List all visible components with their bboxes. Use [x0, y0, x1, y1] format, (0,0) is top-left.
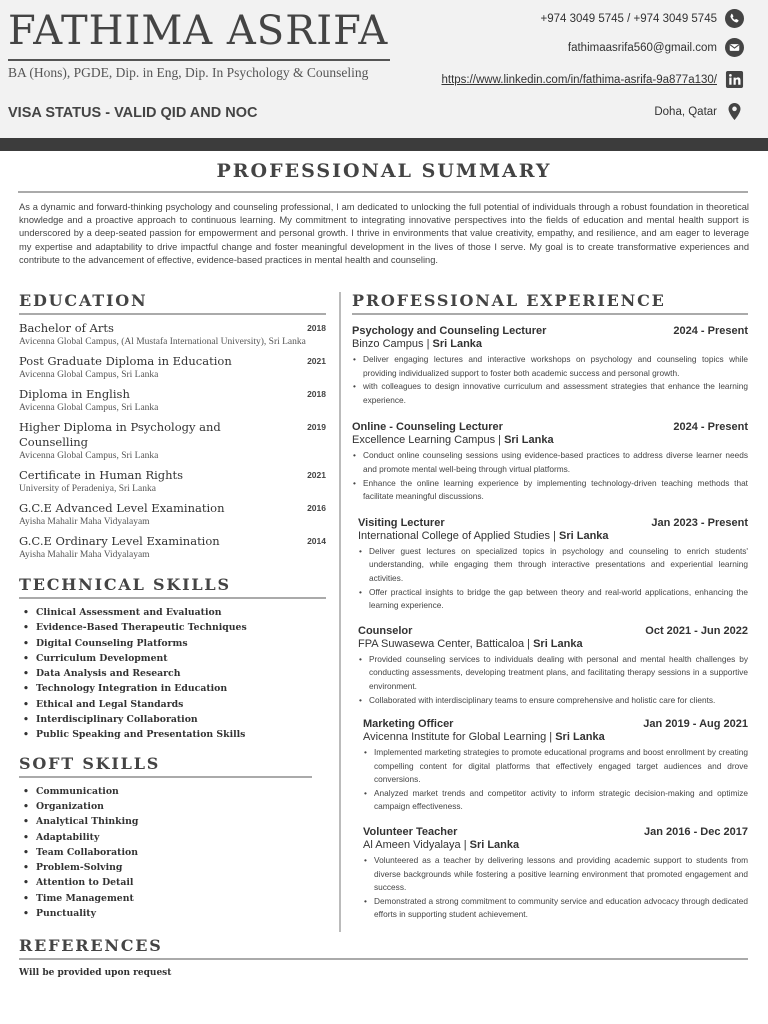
job-org-name: Al Ameen Vidyalaya |: [363, 839, 470, 852]
column-divider: [339, 292, 341, 932]
education-year: 2019: [307, 422, 326, 432]
soft-skill-item: • Analytical Thinking: [19, 814, 326, 829]
soft-skills-list: [19, 784, 326, 922]
technical-skill-item: • Interdisciplinary Collaboration: [19, 712, 326, 727]
soft-skill-item: • Team Collaboration: [19, 845, 326, 860]
experience-entry: [352, 826, 748, 922]
summary-title: PROFESSIONAL SUMMARY: [216, 160, 552, 182]
linkedin-icon: [725, 70, 744, 89]
technical-skill-item: • Clinical Assessment and Evaluation: [19, 605, 326, 620]
job-dates: Jan 2023 - Present: [651, 516, 748, 529]
soft-skill-item: • Communication: [19, 784, 326, 799]
education-degree: Bachelor of Arts: [19, 321, 114, 335]
job-bullet: • Collaborated with interdisciplinary teams to ensure comprehensive and holistic care for clients.: [358, 694, 748, 708]
education-item: [19, 468, 326, 495]
degrees-line: BA (Hons), PGDE, Dip. in Eng, Dip. In Psychology & Counseling: [8, 65, 369, 80]
job-organization: [363, 730, 748, 745]
education-school: Avicenna Global Campus, (Al Mustafa International University), Sri Lanka: [19, 337, 306, 347]
experience-header: [363, 718, 748, 730]
education-school: Avicenna Global Campus, Sri Lanka: [19, 451, 159, 461]
job-bullet: • Enhance the online learning experience by implementing technology-driven teaching methods that facilitate meaningful discussions.: [352, 477, 748, 504]
technical-skill-item: • Technology Integration in Education: [19, 681, 326, 696]
soft-skill-item: • Time Management: [19, 891, 326, 906]
job-dates: 2024 - Present: [673, 421, 748, 434]
job-country: Sri Lanka: [555, 731, 605, 744]
technical-skills-rule: [19, 597, 326, 599]
education-item: [19, 354, 326, 381]
job-bullet: • with colleagues to design innovative curriculum and assessment strategies that enhance the learning experience.: [352, 380, 748, 407]
summary-rule: [18, 191, 748, 193]
job-bullet: • Conduct online counseling sessions using evidence-based practices to address diverse learner needs and promote mental well-being through virtual platforms.: [352, 449, 748, 476]
references-title: REFERENCES: [19, 936, 163, 955]
technical-skills-list: [19, 605, 326, 743]
technical-skill-item: • Data Analysis and Research: [19, 666, 326, 681]
experience-header: [358, 625, 748, 637]
education-item: [19, 321, 326, 348]
job-bullets: [358, 545, 748, 613]
job-bullet: • Deliver engaging lectures and interactive workshops on psychology and counseling topics while providing individualized support to foster both academic success and personal growth.: [352, 353, 748, 380]
education-item: [19, 387, 326, 414]
job-role: Psychology and Counseling Lecturer: [352, 325, 547, 337]
summary-text: As a dynamic and forward-thinking psychology and counseling professional, I am dedicated to unlocking the full potential of individuals through a robust foundation in theoretical knowledge and a proactive approach to continuous learning. My commitment to integrating innovative perspectives into the fields of education and mental health support is underscored by a deep-seated passion for empowerment and personal growth. I thrive in environments that value creativity, empathy, and resilience, and am eager to leverage my expertise and adaptability to drive impactful change and foster meaningful development in the lives of those I serve. My goal is to create transformative experiences and contribute to the advancement of effective, evidence-based practices in mental health and counseling.: [19, 202, 749, 265]
experience-entry: [352, 517, 748, 613]
soft-skill-item: • Attention to Detail: [19, 875, 326, 890]
experience-entry: [352, 421, 748, 503]
contact-linkedin: [441, 70, 744, 89]
education-school: Ayisha Mahalir Maha Vidyalayam: [19, 517, 150, 527]
linkedin-link[interactable]: https://www.linkedin.com/in/fathima-asrifa-9a877a130/: [441, 73, 717, 86]
soft-skill-item: • Adaptability: [19, 830, 326, 845]
education-year: 2018: [307, 389, 326, 399]
education-degree: Certificate in Human Rights: [19, 468, 184, 482]
email-text[interactable]: fathimaasrifa560@gmail.com: [567, 41, 717, 54]
job-org-name: Avicenna Institute for Global Learning |: [363, 731, 556, 744]
job-org-name: FPA Suwasewa Center, Batticaloa |: [358, 637, 534, 650]
contact-phone: [540, 9, 744, 28]
job-role: Marketing Officer: [363, 718, 454, 731]
education-title: EDUCATION: [19, 291, 148, 310]
technical-skill-item: • Curriculum Development: [19, 651, 326, 666]
location-text: Doha, Qatar: [654, 105, 717, 118]
job-role: Volunteer Teacher: [363, 826, 458, 839]
job-bullet: • Analyzed market trends and competitor activity to inform strategic decision-making and optimize campaign effectiveness.: [363, 787, 748, 814]
education-item: [19, 501, 326, 528]
education-school: Avicenna Global Campus, Sri Lanka: [19, 370, 159, 380]
phone-icon: [725, 9, 744, 28]
experience-header: [363, 826, 748, 838]
job-country: Sri Lanka: [432, 338, 483, 350]
job-dates: Jan 2019 - Aug 2021: [643, 718, 748, 731]
job-role: Online - Counseling Lecturer: [352, 421, 503, 434]
technical-skill-item: • Evidence-Based Therapeutic Techniques: [19, 620, 326, 635]
experience-header: [352, 421, 748, 433]
job-dates: Jan 2016 - Dec 2017: [644, 826, 748, 839]
technical-skill-item: • Public Speaking and Presentation Skills: [19, 727, 326, 742]
job-org-name: International College of Applied Studies |: [358, 529, 559, 542]
job-organization: [358, 637, 748, 652]
header-divider-band: [0, 138, 768, 151]
resume-header: [0, 0, 768, 138]
education-year: 2021: [307, 470, 326, 480]
job-bullet: • Provided counseling services to individuals dealing with personal and mental health challenges by conducting assessments, developing treatment plans, and facilitating therapy sessions in a supportive environment.: [358, 653, 748, 694]
education-rule: [19, 313, 326, 315]
soft-skill-item: • Problem-Solving: [19, 860, 326, 875]
location-pin-icon: [725, 102, 744, 121]
experience-entry: [352, 325, 748, 407]
education-year: 2018: [307, 323, 326, 333]
education-item: [19, 534, 326, 561]
education-year: 2021: [307, 356, 326, 366]
experience-list: [352, 325, 748, 922]
job-bullets: [363, 854, 748, 922]
job-dates: 2024 - Present: [673, 325, 748, 337]
job-org-name: Binzo Campus |: [352, 338, 433, 350]
job-role: Visiting Lecturer: [358, 516, 445, 529]
contact-location: [654, 102, 744, 121]
email-icon: [725, 38, 744, 57]
experience-entry: [352, 718, 748, 814]
soft-skill-item: • Punctuality: [19, 906, 326, 921]
education-list: [19, 321, 326, 561]
education-school: University of Peradeniya, Sri Lanka: [19, 484, 156, 494]
job-bullets: [358, 653, 748, 707]
job-bullets: [352, 449, 748, 503]
references-rule: [19, 958, 748, 960]
job-org-name: Excellence Learning Campus |: [352, 434, 505, 447]
right-column: [352, 291, 748, 922]
job-bullets: [352, 353, 748, 407]
job-country: Sri Lanka: [533, 637, 583, 650]
technical-skill-item: • Ethical and Legal Standards: [19, 697, 326, 712]
job-bullet: • Implemented marketing strategies to promote educational programs and boost enrollment by creating compelling content for digital platforms that effectively engaged target audiences and drove conversions.: [363, 746, 748, 787]
job-country: Sri Lanka: [469, 839, 520, 852]
phone-text: +974 3049 5745 / +974 3049 5745: [540, 12, 717, 25]
soft-skill-item: • Organization: [19, 799, 326, 814]
education-school: Avicenna Global Campus, Sri Lanka: [19, 403, 159, 413]
job-dates: Oct 2021 - Jun 2022: [645, 624, 748, 637]
experience-header: [358, 517, 748, 529]
job-organization: [352, 337, 748, 352]
education-degree: G.C.E Advanced Level Examination: [19, 501, 225, 515]
visa-status: VISA STATUS - VALID QID AND NOC: [8, 105, 258, 121]
education-degree: Diploma in English: [19, 387, 130, 401]
job-organization: [358, 529, 748, 544]
experience-entry: [352, 625, 748, 707]
contact-email: [568, 38, 744, 57]
education-school: Ayisha Mahalir Maha Vidyalayam: [19, 550, 150, 560]
job-country: Sri Lanka: [559, 529, 609, 542]
job-role: Counselor: [358, 624, 413, 637]
education-degree: Post Graduate Diploma in Education: [19, 354, 232, 368]
candidate-name: FATHIMA ASRIFA: [8, 8, 389, 54]
job-bullet: • Demonstrated a strong commitment to community service and education advocacy through dedicated efforts in supporting student achievement.: [363, 895, 748, 922]
job-bullet: • Deliver guest lectures on specialized topics in psychology and counseling to enrich students' understanding, while engaging them through interactive presentations and experiential learning activities.: [358, 545, 748, 586]
technical-skills-title: TECHNICAL SKILLS: [19, 575, 231, 594]
references-text: Will be provided upon request: [19, 968, 172, 978]
job-country: Sri Lanka: [504, 434, 554, 447]
job-bullet: • Volunteered as a teacher by delivering lessons and providing academic support to students from diverse backgrounds while fostering a positive learning environment that promoted engagement and success.: [363, 854, 748, 895]
education-year: 2016: [307, 503, 326, 513]
experience-title: PROFESSIONAL EXPERIENCE: [352, 291, 666, 310]
job-organization: [352, 433, 748, 448]
technical-skill-item: • Digital Counseling Platforms: [19, 636, 326, 651]
job-organization: [363, 838, 748, 853]
experience-rule: [352, 313, 748, 315]
education-degree: Higher Diploma in Psychology and Counselling: [19, 420, 221, 449]
soft-skills-rule: [19, 776, 312, 778]
soft-skills-title: SOFT SKILLS: [19, 753, 161, 773]
experience-header: [352, 325, 748, 337]
job-bullet: • Offer practical insights to bridge the gap between theory and real-world applications, enhancing the learning experience.: [358, 586, 748, 613]
references-section: [19, 936, 748, 978]
education-item: [19, 420, 326, 462]
education-year: 2014: [307, 536, 326, 546]
left-column: [19, 291, 326, 921]
name-underline: [8, 59, 390, 61]
job-bullets: [363, 746, 748, 814]
education-degree: G.C.E Ordinary Level Examination: [19, 534, 220, 548]
